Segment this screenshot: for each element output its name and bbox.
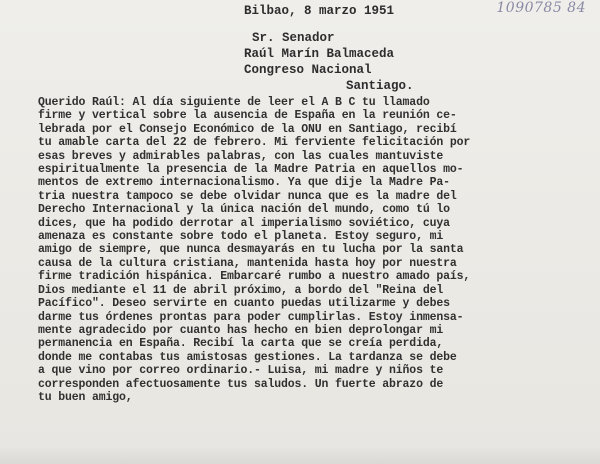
body-line: mentos de extremo internacionalismo. Ya que dije la Madre Pa-	[38, 176, 450, 190]
recipient-city: Santiago.	[346, 79, 414, 93]
archive-number-handwritten: 1090785 84	[496, 0, 586, 16]
body-line: a que vino por correo ordinario.- Luisa, mi madre y niños te	[38, 364, 444, 378]
body-line: causa de la cultura cristiana, mantenida hasta hoy por nuestra	[38, 256, 457, 270]
body-line: donde me contabas tus amistosas gestiones. La tardanza se debe	[38, 350, 457, 364]
letter-body	[38, 96, 573, 404]
recipient-title: Sr. Senador	[252, 31, 335, 45]
body-line: esas breves y admirables palabras, con las cuales mantuviste	[38, 149, 444, 163]
body-line: lebrada por el Consejo Económico de la ONU en Santiago, recibí	[38, 122, 457, 136]
letter-date: Bilbao, 8 marzo 1951	[244, 4, 395, 18]
body-line: tria nuestra tampoco se debe olvidar nunca que es la madre del	[38, 189, 457, 203]
body-line: permanencia en España. Recibí la carta que se creía perdida,	[38, 337, 444, 351]
body-line: Dios mediante el 11 de abril próximo, a bordo del "Reina del	[38, 283, 444, 297]
body-line: Derecho Internacional y la única nación del mundo, como tú lo	[38, 203, 450, 217]
body-line: Pacífico". Deseo servirte en cuanto puedas utilizarme y debes	[38, 297, 450, 311]
body-line: corresponden afectuosamente tus saludos. Un fuerte abrazo de	[38, 377, 444, 391]
recipient-institution: Congreso Nacional	[244, 63, 372, 77]
body-line: firme y vertical sobre la ausencia de España en la reunión ce-	[38, 109, 457, 123]
body-line: amigo de siempre, que nunca desmayarás en tu lucha por la santa	[38, 243, 464, 257]
body-line: tu buen amigo,	[38, 390, 133, 404]
body-line: dices, que ha podido derrotar al imperialismo soviético, cuya	[38, 216, 450, 230]
page-bottom-shadow	[0, 446, 600, 464]
body-line: mente agradecido por cuanto has hecho en bien deprolongar mi	[38, 323, 444, 337]
recipient-block	[244, 30, 414, 94]
body-line: espiritualmente la presencia de la Madre Patria en aquellos mo-	[38, 163, 464, 177]
body-line: Querido Raúl: Al día siguiente de leer el A B C tu llamado	[38, 96, 430, 109]
body-line: firme tradición hispánica. Embarcaré rumbo a nuestro amado país,	[38, 270, 471, 284]
body-line: amenaza es constante sobre todo el planeta. Estoy seguro, mi	[38, 230, 444, 244]
body-line: darme tus órdenes prontas para poder cumplirlas. Estoy inmensa-	[38, 310, 464, 324]
body-line: tu amable carta del 22 de febrero. Mi ferviente felicitación por	[38, 136, 471, 150]
recipient-name: Raúl Marín Balmaceda	[244, 47, 395, 61]
